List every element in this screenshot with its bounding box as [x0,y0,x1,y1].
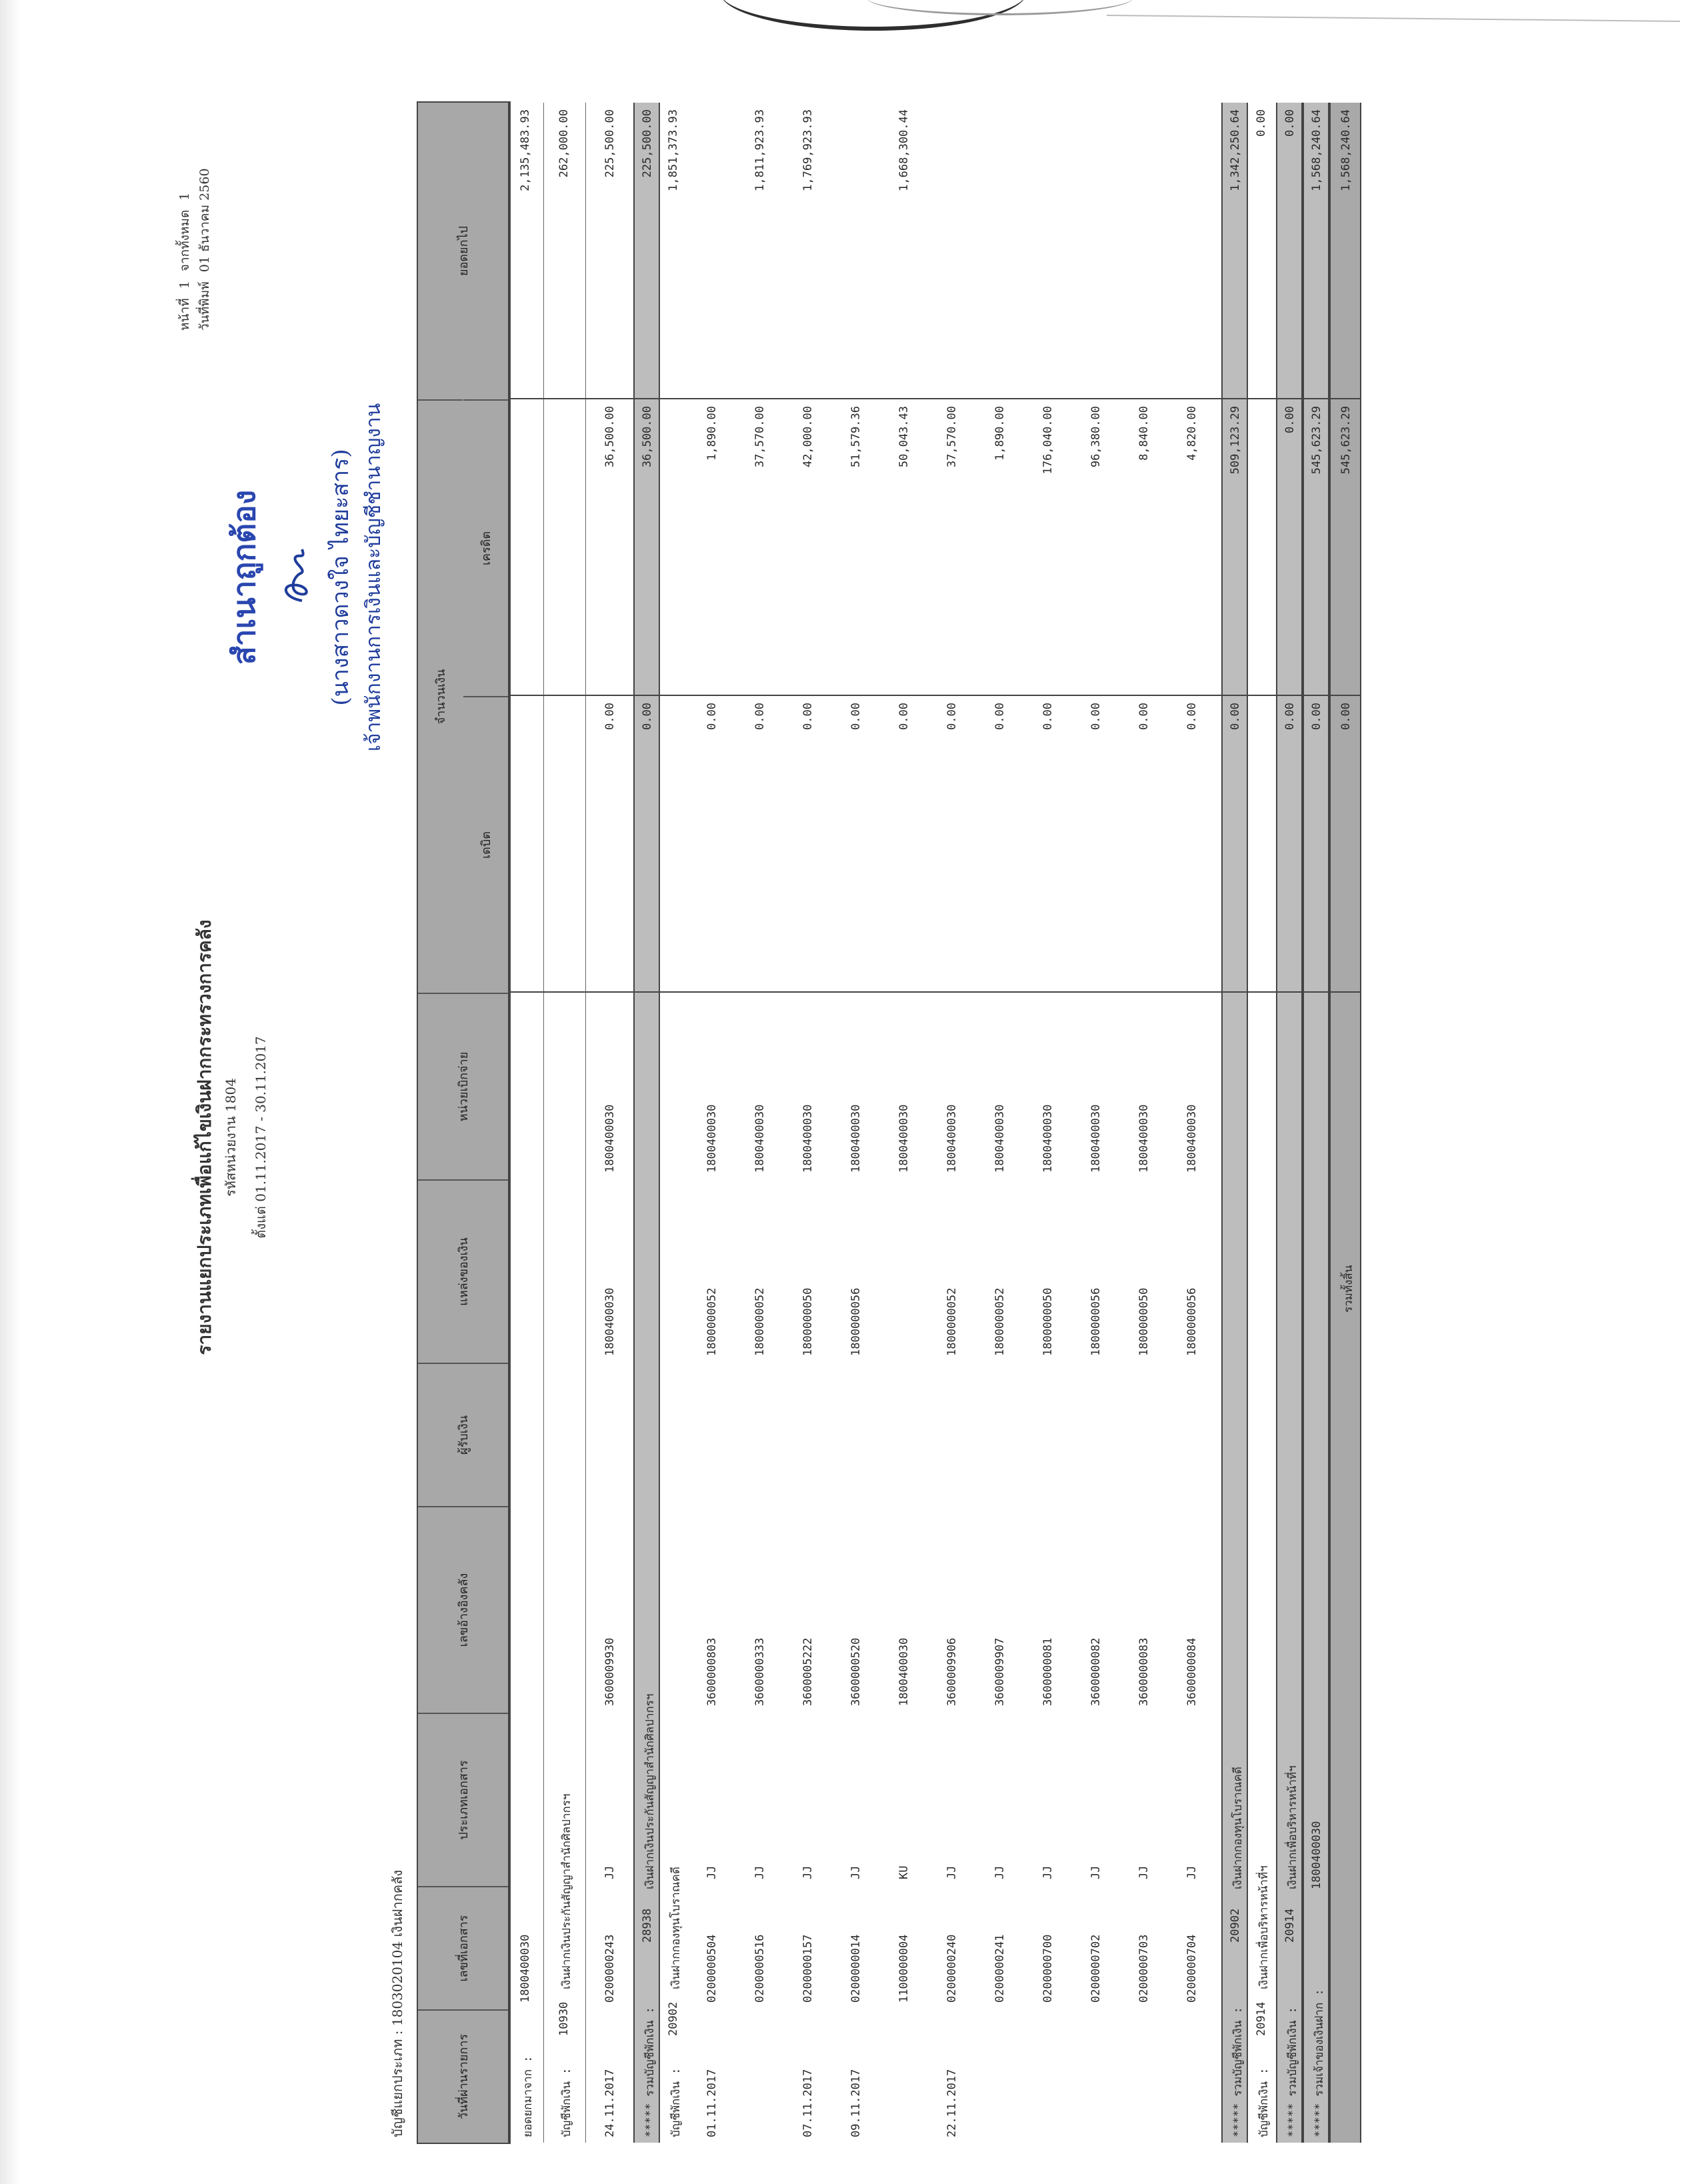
total-label: ***** รวมบัญชีพักเงิน : [643,2007,657,2137]
page-total-label: จากทั้งหมด [177,209,192,272]
page-label: หน้าที่ [177,298,192,331]
tx-ref: 3600000803 [705,1637,719,1706]
total-name: เงินฝากเพื่อบริหารหน้าที่ฯ [1286,1765,1299,1889]
tx-credit: 1,890.00 [705,406,719,461]
tx-type: JJ [1041,1865,1055,1879]
total-label: ***** รวมบัญชีพักเงิน : [1231,2007,1245,2137]
tx-fund: 1800000052 [993,1287,1007,1356]
ledger-account: บัญชีแยกประเภท : 1803020104 เงินฝากคลัง [389,1869,405,2137]
tx-debit: 0.00 [945,703,959,730]
tx-debit: 0.00 [849,703,863,730]
tx-credit: 4,820.00 [1185,406,1199,461]
total-code: 28938 [641,1908,654,1943]
tx-credit: 37,570.00 [753,406,767,468]
tx-unit: 1800400030 [1137,1104,1151,1173]
total-balance: 1,342,250.64 [1229,109,1242,191]
col-balance: ยอดยกไป [457,226,471,276]
opening-unit: 1800400030 [519,1934,532,2003]
transaction-row [1120,103,1168,2143]
total-name: เงินฝากกองทุนโบราณคดี [1231,1767,1245,1889]
report-period: ตั้งแต่ 01.11.2017 - 30.11.2017 [253,1036,269,1239]
account-code: 20902 [667,2001,680,2036]
grand-total-debit: 0.00 [1339,703,1353,730]
tx-type: JJ [945,1865,959,1879]
account-balance: 1,851,373.93 [667,109,680,191]
signer-position: เจ้าพนักงานการเงินและบัญชีชำนาญงาน [362,403,385,752]
tx-fund: 1800400030 [603,1287,617,1356]
total-name: เงินฝากเงินประกันสัญญาสำนักศิลปากรฯ [643,1693,657,1889]
account-header-row [660,103,688,2143]
tx-credit: 96,380.00 [1089,406,1103,468]
tx-balance: 1,668,300.44 [897,109,911,191]
page-total: 1 [177,192,192,201]
tx-debit: 0.00 [1185,703,1199,730]
account-code: 10930 [557,2001,571,2036]
col-unit: หน่วยเบิกจ่าย [418,993,508,1179]
tx-fund: 1800000052 [705,1287,719,1356]
tx-ref: 3600000082 [1089,1637,1103,1706]
tx-credit: 42,000.00 [801,406,815,468]
total-balance: 0.00 [1283,109,1297,137]
tx-date: 01.11.2017 [705,2069,719,2137]
tx-fund: 1800000056 [1089,1287,1103,1356]
transaction-row [1072,103,1120,2143]
total-balance: 1,568,240.64 [1310,109,1323,191]
tx-type: JJ [753,1865,767,1879]
tx-debit: 0.00 [1041,703,1055,730]
col-vendor: ผู้รับเงิน [418,1363,508,1506]
account-name: เงินฝากกองทุนโบราณคดี [669,1867,683,1989]
signature [269,397,322,757]
tx-unit: 1800400030 [603,1104,617,1173]
grand-total-credit: 545,623.29 [1339,406,1353,475]
total-code: 20914 [1283,1908,1297,1943]
account-total-row [633,103,660,2143]
report-title: รายงานแยกประเภทเพื่อแก้ไขเงินฝากกระทรวงการคลัง [193,919,215,1355]
certified-copy-text: สำเนาถูกต้อง [226,489,262,665]
tx-doc: 1100000004 [897,1934,911,2003]
tx-unit: 1800400030 [1041,1104,1055,1173]
transaction-row [1024,103,1072,2143]
total-label: ***** รวมเจ้าของเงินฝาก : [1313,1989,1326,2137]
col-amount-group: จำนวนเงิน [418,399,463,993]
tx-debit: 0.00 [753,703,767,730]
tx-doc: 0200000241 [993,1934,1007,2003]
tx-ref: 3600009930 [603,1637,617,1706]
tx-doc: 0200000704 [1185,1934,1199,2003]
ledger-table [417,101,1355,2144]
tx-type: JJ [705,1865,719,1879]
tx-fund: 1800000050 [801,1287,815,1356]
account-header-row [544,103,585,2143]
total-debit: 0.00 [1229,703,1242,730]
tx-doc: 0200000700 [1041,1934,1055,2003]
tx-ref: 3600000083 [1137,1637,1151,1706]
owner-total-row [1303,103,1329,2143]
report-unit-code: รหัสหน่วยงาน 1804 [223,1078,239,1197]
tx-doc: 0200000243 [603,1934,617,2003]
tx-debit: 0.00 [801,703,815,730]
tx-fund: 1800000052 [945,1287,959,1356]
tx-type: JJ [849,1865,863,1879]
column-divider [509,695,1361,696]
total-balance: 225,500.00 [641,109,654,178]
col-doc-no: เลขที่เอกสาร [418,1886,508,2009]
print-date: 01 ธันวาคม 2560 [197,168,212,273]
col-debit: เดบิต [463,696,508,993]
transaction-row [1168,103,1216,2143]
tx-unit: 1800400030 [753,1104,767,1173]
tx-fund: 1800000050 [1041,1287,1055,1356]
tx-date: 22.11.2017 [945,2069,959,2137]
opening-row [509,103,544,2143]
account-label: บัญชีพักเงิน : [560,2067,573,2137]
tx-credit: 50,043.43 [897,406,911,468]
tx-unit: 1800400030 [849,1104,863,1173]
tx-unit: 1800400030 [1089,1104,1103,1173]
tx-doc: 0200000703 [1137,1934,1151,2003]
tx-type: JJ [1185,1865,1199,1879]
tx-debit: 0.00 [993,703,1007,730]
account-label: บัญชีพักเงิน : [1257,2067,1271,2137]
total-credit: 0.00 [1283,406,1297,433]
signer-name: (นางสาวดวงใจ ไทยะสาร) [327,449,354,706]
tx-date: 24.11.2017 [603,2069,617,2137]
tx-unit: 1800400030 [945,1104,959,1173]
account-name: เงินฝากเงินประกันสัญญาสำนักศิลปากรฯ [560,1793,573,1989]
tx-ref: 3600009907 [993,1637,1007,1706]
opening-label: ยอดยกมาจาก : [521,2055,535,2137]
total-label: ***** รวมบัญชีพักเงิน : [1286,2007,1299,2137]
tx-credit: 36,500.00 [603,406,617,468]
tx-ref: 3600000081 [1041,1637,1055,1706]
tx-ref: 1800400030 [897,1637,911,1706]
grand-total-label: รวมทั้งสิ้น [1342,1265,1355,1313]
tx-unit: 1800400030 [1185,1104,1199,1173]
account-balance: 0.00 [1255,109,1268,137]
total-code: 20902 [1229,1908,1242,1943]
tx-credit: 8,840.00 [1137,406,1151,461]
column-divider [509,398,1361,399]
tx-ref: 3600000333 [753,1637,767,1706]
transaction-row [688,103,736,2143]
account-name: เงินฝากเพื่อบริหารหน้าที่ฯ [1257,1865,1271,1989]
tx-doc: 0200000014 [849,1934,863,2003]
tx-type: KU [897,1865,911,1879]
grand-total-row [1329,103,1361,2143]
tx-fund: 1800000052 [753,1287,767,1356]
tx-unit: 1800400030 [993,1104,1007,1173]
col-doc-type: ประเภทเอกสาร [418,1713,508,1886]
tx-ref: 3600000520 [849,1637,863,1706]
tx-type: JJ [1089,1865,1103,1879]
account-total-row [1221,103,1248,2143]
tx-unit: 1800400030 [705,1104,719,1173]
tx-unit: 1800400030 [801,1104,815,1173]
account-code: 20914 [1255,2001,1268,2036]
transaction-row [784,103,832,2143]
tx-balance: 225,500.00 [603,109,617,178]
tx-doc: 0200000157 [801,1934,815,2003]
tx-type: JJ [603,1865,617,1879]
transaction-row [928,103,976,2143]
tx-type: JJ [1137,1865,1151,1879]
total-code: 1800400030 [1310,1821,1323,1889]
tx-credit: 176,040.00 [1041,406,1055,475]
tx-ref: 3600005222 [801,1637,815,1706]
transaction-row [832,103,880,2143]
tx-balance: 1,811,923.93 [753,109,767,191]
tx-fund: 1800000050 [1137,1287,1151,1356]
transaction-row [976,103,1024,2143]
tx-debit: 0.00 [603,703,617,730]
certified-copy-stamp [220,397,389,757]
tx-credit: 37,570.00 [945,406,959,468]
tx-date: 09.11.2017 [849,2069,863,2137]
transaction-row [880,103,928,2143]
tx-type: JJ [993,1865,1007,1879]
tx-fund: 1800000056 [849,1287,863,1356]
page-info [175,117,215,331]
transaction-row [585,103,633,2143]
tx-credit: 1,890.00 [993,406,1007,461]
total-debit: 0.00 [1310,703,1323,730]
total-credit: 545,623.29 [1310,406,1323,475]
tx-debit: 0.00 [1089,703,1103,730]
tx-doc: 0200000516 [753,1934,767,2003]
col-fund: แหล่งของเงิน [418,1179,508,1363]
table-header [418,103,509,2143]
grand-total-balance: 1,568,240.64 [1339,109,1353,191]
tx-date: 07.11.2017 [801,2069,815,2137]
tx-doc: 0200000504 [705,1934,719,2003]
total-credit: 36,500.00 [641,406,654,468]
tx-ref: 3600000084 [1185,1637,1199,1706]
tx-balance: 1,769,923.93 [801,109,815,191]
tx-debit: 0.00 [897,703,911,730]
tx-doc: 0200000240 [945,1934,959,2003]
tx-debit: 0.00 [1137,703,1151,730]
col-date: วันที่ผ่านรายการ [418,2009,508,2143]
column-divider [509,991,1361,993]
print-date-label: วันที่พิมพ์ [197,281,212,331]
col-credit: เครดิต [463,399,508,696]
total-debit: 0.00 [1283,703,1297,730]
account-total-row [1276,103,1303,2143]
transaction-row [736,103,784,2143]
total-credit: 509,123.29 [1229,406,1242,475]
tx-fund: 1800000056 [1185,1287,1199,1356]
account-balance: 262,000.00 [557,109,571,178]
tx-unit: 1800400030 [897,1104,911,1173]
total-debit: 0.00 [641,703,654,730]
page-number: 1 [177,281,192,289]
col-reference: เลขอ้างอิงคลัง [418,1506,508,1713]
tx-type: JJ [801,1865,815,1879]
tx-doc: 0200000702 [1089,1934,1103,2003]
tx-ref: 3600009906 [945,1637,959,1706]
account-header-row [1248,103,1276,2143]
tx-credit: 51,579.36 [849,406,863,468]
tx-debit: 0.00 [705,703,719,730]
account-label: บัญชีพักเงิน : [669,2067,683,2137]
opening-balance: 2,135,483.93 [519,109,532,191]
